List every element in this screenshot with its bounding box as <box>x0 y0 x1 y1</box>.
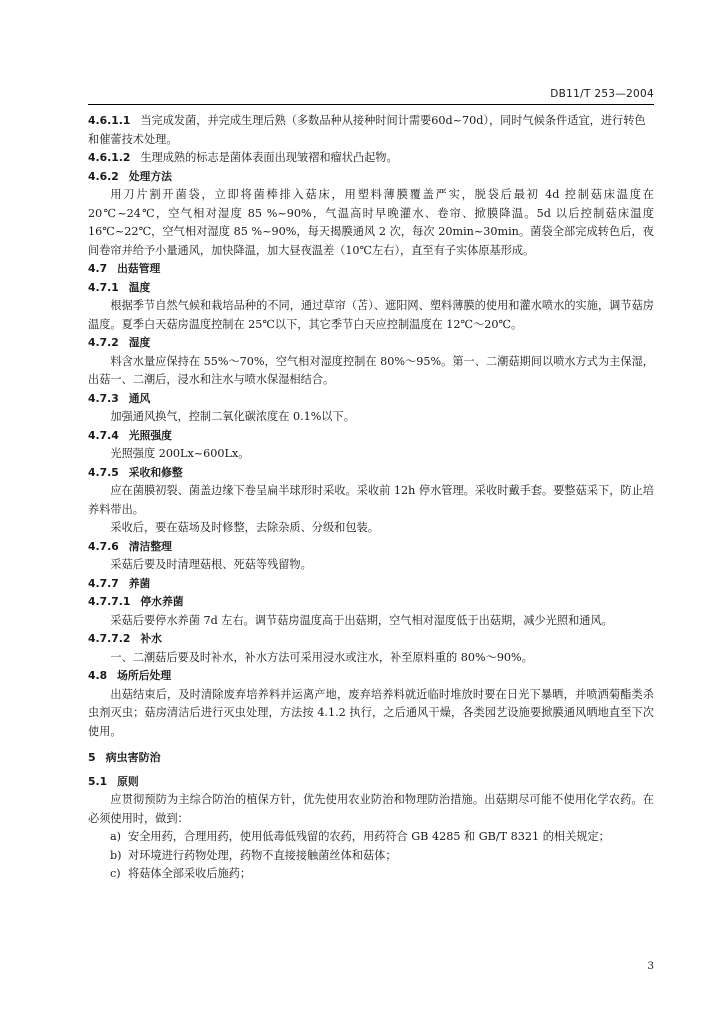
list-item <box>88 847 654 866</box>
section-title: 清洁整理 <box>128 539 172 553</box>
section-number: 4.7 <box>88 262 108 275</box>
section-heading <box>88 334 654 353</box>
section-title: 湿度 <box>128 336 151 349</box>
list-item <box>88 828 654 847</box>
paragraph: 采菇后要及时清理菇根、死菇等残留物。 <box>110 558 312 571</box>
document-body <box>88 112 654 884</box>
section-heading <box>88 168 654 187</box>
section-title: 场所后处理 <box>117 669 172 682</box>
section-heading <box>88 575 654 594</box>
section-number: 4.7.3 <box>88 391 119 405</box>
section-number: 4.7.4 <box>88 428 119 442</box>
section-number: 4.7.2 <box>88 336 119 349</box>
clause-text: 当完成发菌，并完成生理后熟（多数品种从接种时间计需要60d~70d），同时气候条件适宜，进行转色和催蕾技术处理。 <box>88 114 646 146</box>
list-text: 对环境进行药物处理，药物不直接接触菌丝体和菇体； <box>128 848 397 862</box>
list-marker: a) <box>110 830 122 843</box>
paragraph: 应在菌膜初裂、菌盖边缘下卷呈扁半球形时采收。采收前 12h 停水管理。采收时戴手套。要整菇采下，防止培养料带出。 <box>88 484 654 516</box>
section-heading <box>88 749 654 768</box>
section-title: 养菌 <box>128 576 151 590</box>
section-number: 4.7.1 <box>88 280 119 294</box>
paragraph: 料含水量应保持在 55%～70%，空气相对湿度控制在 80%～95%。第一、二潮菇期间以喷水方式为主保湿，出菇一、二潮后，浸水和注水与喷水保湿相结合。 <box>88 354 654 386</box>
section-title: 温度 <box>128 280 151 294</box>
section-number: 4.7.7 <box>88 576 119 590</box>
paragraph: 用刀片割开菌袋，立即将菌棒排入菇床，用塑料薄膜覆盖严实，脱袋后最初 4d 控制菇床温度在 20℃~24℃，空气相对湿度 85 %~90%，气温高时早晚灌水、卷帘、掀膜降温。5d 以后控制菇床温度 16℃~22℃，空气相对湿度 85 %~90%，每天揭膜通风 2 次，每次 20min~30min。菌袋全部完成转色后，夜间卷帘并给予小量通风，加快降温，加大昼夜温差（10℃左右），直至有子实体原基形成。 <box>88 188 654 257</box>
doc-code: DB11/T 253—2004 <box>550 88 654 100</box>
section-number: 4.7.5 <box>88 465 119 479</box>
clause <box>88 149 654 168</box>
section-title: 停水养菌 <box>140 595 184 608</box>
section-heading <box>88 538 654 557</box>
paragraph: 应贯彻预防为主综合防治的植保方针，优先使用农业防治和物理防治措施。出菇期尽可能不使用化学农药。在必须使用时，做到： <box>88 793 654 825</box>
paragraph: 光照强度 200Lx~600Lx。 <box>110 447 250 460</box>
section-title: 采收和修整 <box>128 465 183 479</box>
paragraph: 采菇后要停水养菌 7d 左右。调节菇房温度高于出菇期，空气相对湿度低于出菇期，减少光照和通风。 <box>110 613 613 627</box>
section-title: 光照强度 <box>128 428 172 442</box>
section-title: 原则 <box>117 774 139 788</box>
section-heading <box>88 773 654 792</box>
list-text: 安全用药，合理用药，使用低毒低残留的农药，用药符合 GB 4285 和 GB/T 8321 的相关规定； <box>128 830 610 843</box>
section-heading <box>88 630 654 649</box>
paragraph: 采收后，要在菇场及时修整，去除杂质、分级和包装。 <box>110 521 379 534</box>
section-heading <box>88 667 654 686</box>
section-number: 4.6.2 <box>88 169 119 183</box>
section-heading <box>88 427 654 446</box>
clause-text: 生理成熟的标志是菌体表面出现皱褶和瘤状凸起物。 <box>140 151 398 164</box>
paragraph: 根据季节自然气候和栽培品种的不同，通过草帘（苫）、遮阳网、塑料薄膜的使用和灌水喷水的实施，调节菇房温度。夏季白天菇房温度控制在 25℃以下，其它季节白天应控制温度在 12℃～20℃。 <box>88 299 654 331</box>
clause <box>88 112 654 149</box>
section-heading <box>88 279 654 298</box>
section-number: 5.1 <box>88 774 108 788</box>
section-title: 病虫害防治 <box>105 751 161 764</box>
section-number: 4.8 <box>88 669 108 682</box>
clause-number: 4.6.1.2 <box>88 151 131 164</box>
page-number: 3 <box>647 960 654 972</box>
section-number: 4.7.7.2 <box>88 632 131 645</box>
list-marker: c) <box>110 867 121 880</box>
paragraph: 加强通风换气，控制二氧化碳浓度在 0.1%以下。 <box>110 410 355 423</box>
section-title: 出菇管理 <box>117 262 161 275</box>
section-number: 4.7.7.1 <box>88 595 131 608</box>
list-text: 将菇体全部采收后施药； <box>128 867 252 880</box>
section-heading <box>88 390 654 409</box>
list-item <box>88 865 654 884</box>
section-title: 通风 <box>128 391 151 405</box>
section-number: 5 <box>88 751 96 764</box>
list-marker: b) <box>110 848 122 862</box>
header-rule <box>88 104 654 105</box>
paragraph: 出菇结束后，及时清除废弃培养料并运离产地，废弃培养料就近临时堆放时要在日光下暴晒，并喷洒菊酯类杀虫剂灭虫；菇房清洁后进行灭虫处理，方法按 4.1.2 执行，之后通风干燥，各类园艺设施要掀膜通风晒地直至下次使用。 <box>88 687 654 738</box>
section-title: 处理方法 <box>128 169 172 183</box>
paragraph: 一、二潮菇后要及时补水，补水方法可采用浸水或注水，补至原料重的 80%～90%。 <box>110 650 533 664</box>
section-heading <box>88 260 654 279</box>
section-heading <box>88 593 654 612</box>
section-title: 补水 <box>140 632 162 645</box>
section-heading <box>88 464 654 483</box>
clause-number: 4.6.1.1 <box>88 114 131 127</box>
section-number: 4.7.6 <box>88 539 119 553</box>
